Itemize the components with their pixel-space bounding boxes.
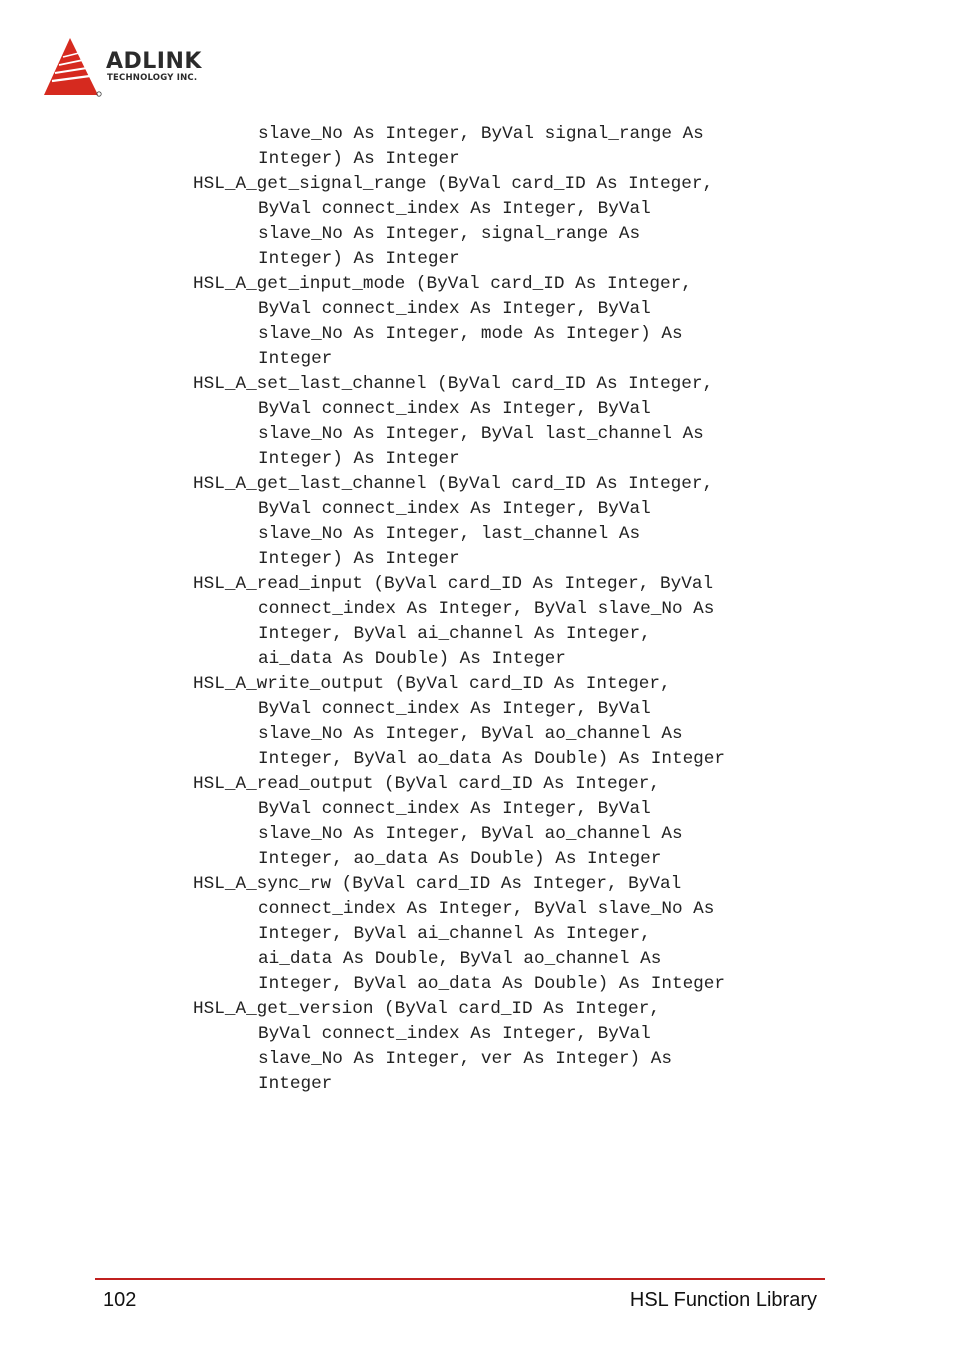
code-continuation-line: slave_No As Integer, ByVal signal_range As [258,124,704,144]
code-continuation-line: ByVal connect_index As Integer, ByVal [258,499,651,519]
logo-wordmark: ADLINK [106,49,202,74]
code-continuation-line: slave_No As Integer, mode As Integer) As [258,324,683,344]
function-signature-line: HSL_A_get_version (ByVal card_ID As Integer, [193,999,661,1019]
code-continuation-line: Integer [258,349,333,369]
code-continuation-line: Integer) As Integer [258,449,460,469]
code-continuation-line: ByVal connect_index As Integer, ByVal [258,299,651,319]
code-continuation-line: ByVal connect_index As Integer, ByVal [258,399,651,419]
footer-title: HSL Function Library [629,1289,817,1311]
function-signature-line: HSL_A_read_input (ByVal card_ID As Integer, ByVal [193,574,714,594]
red-pyramid-logo-icon [42,38,102,100]
function-signature-line: HSL_A_write_output (ByVal card_ID As Integer, [193,674,671,694]
code-continuation-line: slave_No As Integer, last_channel As [258,524,641,544]
footer-rule [95,1278,825,1280]
logo-tagline: TECHNOLOGY INC. [107,73,198,83]
code-continuation-line: Integer) As Integer [258,249,460,269]
function-signature-line: HSL_A_get_signal_range (ByVal card_ID As Integer, [193,174,714,194]
function-signature-line: HSL_A_sync_rw (ByVal card_ID As Integer, ByVal [193,874,682,894]
code-continuation-line: Integer) As Integer [258,549,460,569]
code-continuation-line: Integer, ao_data As Double) As Integer [258,849,662,869]
code-continuation-line: Integer, ByVal ai_channel As Integer, [258,924,651,944]
code-continuation-line: connect_index As Integer, ByVal slave_No As [258,899,715,919]
page-number: 102 [103,1289,137,1311]
code-continuation-line: slave_No As Integer, ByVal ao_channel As [258,824,683,844]
code-continuation-line: Integer, ByVal ao_data As Double) As Integer [258,749,726,769]
code-continuation-line: ai_data As Double) As Integer [258,649,566,669]
code-continuation-line: Integer, ByVal ai_channel As Integer, [258,624,651,644]
code-continuation-line: connect_index As Integer, ByVal slave_No As [258,599,715,619]
function-signature-line: HSL_A_get_last_channel (ByVal card_ID As Integer, [193,474,714,494]
code-continuation-line: slave_No As Integer, ByVal last_channel As [258,424,704,444]
function-signature-line: HSL_A_set_last_channel (ByVal card_ID As Integer, [193,374,714,394]
code-continuation-line: slave_No As Integer, ByVal ao_channel As [258,724,683,744]
function-signature-line: HSL_A_get_input_mode (ByVal card_ID As Integer, [193,274,692,294]
code-continuation-line: ByVal connect_index As Integer, ByVal [258,199,651,219]
code-continuation-line: ByVal connect_index As Integer, ByVal [258,699,651,719]
code-continuation-line: Integer [258,1074,333,1094]
code-continuation-line: Integer, ByVal ao_data As Double) As Integer [258,974,726,994]
code-continuation-line: ai_data As Double, ByVal ao_channel As [258,949,662,969]
code-continuation-line: slave_No As Integer, ver As Integer) As [258,1049,672,1069]
code-continuation-line: slave_No As Integer, signal_range As [258,224,641,244]
code-continuation-line: ByVal connect_index As Integer, ByVal [258,799,651,819]
code-continuation-line: Integer) As Integer [258,149,460,169]
code-continuation-line: ByVal connect_index As Integer, ByVal [258,1024,651,1044]
function-signature-line: HSL_A_read_output (ByVal card_ID As Integer, [193,774,661,794]
